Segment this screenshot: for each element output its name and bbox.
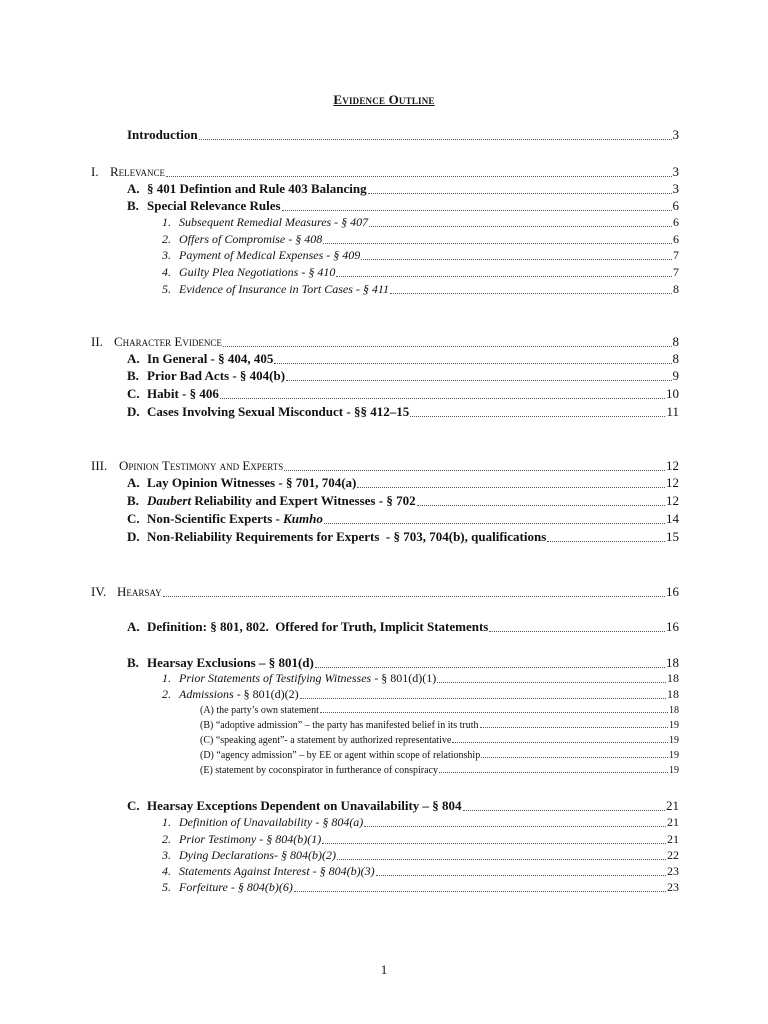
toc-page: 7 [673, 265, 679, 279]
toc-page: 6 [672, 198, 679, 213]
toc-leader [166, 176, 671, 177]
toc-label: (A) the party’s own statement [200, 705, 319, 716]
toc-entry-coconspirator[interactable] [200, 765, 679, 776]
toc-label: Relevance [110, 164, 166, 179]
toc-entry-410[interactable] [162, 265, 679, 280]
toc-number: B. [127, 368, 139, 383]
toc-page: 11 [666, 404, 679, 419]
toc-leader [220, 398, 665, 399]
toc-leader [336, 276, 672, 277]
toc-leader [361, 259, 672, 260]
toc-page: 21 [667, 815, 679, 829]
toc-number: 2. [162, 687, 171, 701]
toc-leader [480, 727, 668, 728]
toc-entry-prior-bad-acts[interactable] [127, 368, 679, 384]
toc-entry-sexual-misconduct[interactable] [127, 404, 679, 420]
toc-label: Hearsay [117, 584, 162, 599]
toc-page: 19 [669, 765, 679, 776]
toc-number: 1. [162, 215, 171, 229]
toc-leader [324, 523, 665, 524]
toc-page: 15 [666, 529, 679, 544]
toc-page: 6 [673, 232, 679, 246]
toc-page: 7 [673, 248, 679, 262]
toc-number: IV. [91, 584, 107, 599]
toc-page: 8 [673, 282, 679, 296]
toc-number: 5. [162, 282, 171, 296]
toc-number: C. [127, 386, 140, 401]
toc-page: 12 [666, 493, 679, 508]
toc-entry-804b2[interactable] [162, 848, 679, 863]
toc-entry-in-general[interactable] [127, 351, 679, 367]
toc-entry-kumho[interactable] [127, 511, 679, 527]
toc-entry-agency-admission[interactable] [200, 750, 679, 761]
toc-label: Forfeiture - § 804(b)(6) [179, 880, 293, 894]
toc-page: 18 [669, 705, 679, 716]
toc-leader [274, 363, 671, 364]
toc-page: 19 [669, 735, 679, 746]
toc-page: 23 [667, 880, 679, 894]
toc-page: 16 [666, 619, 679, 634]
toc-number: B. [127, 655, 139, 670]
toc-label-italic: Daubert [147, 493, 192, 508]
toc-label: § 401 Defintion and Rule 403 Balancing [147, 181, 367, 196]
toc-page: 12 [666, 475, 679, 490]
toc-number: 4. [162, 864, 171, 878]
toc-entry-hearsay[interactable] [91, 584, 679, 600]
toc-label: Cases Involving Sexual Misconduct - §§ 412–15 [147, 404, 410, 419]
toc-leader [199, 139, 672, 140]
toc-entry-804b1[interactable] [162, 832, 679, 847]
toc-number: 1. [162, 815, 171, 829]
toc-leader [320, 712, 668, 713]
toc-number: A. [127, 351, 140, 366]
toc-label: Opinion Testimony and Experts [119, 458, 284, 473]
toc-page: 19 [669, 720, 679, 731]
toc-label: Guilty Plea Negotiations - § 410 [179, 265, 336, 279]
toc-page: 21 [666, 798, 679, 813]
toc-number: A. [127, 619, 140, 634]
toc-entry-408[interactable] [162, 232, 679, 247]
toc-label: Subsequent Remedial Measures - § 407 [179, 215, 369, 229]
toc-number: D. [127, 404, 140, 419]
toc-entry-habit[interactable] [127, 386, 679, 402]
toc-entry-introduction[interactable] [127, 127, 679, 143]
toc-page: 3 [672, 127, 679, 142]
toc-leader [282, 210, 672, 211]
toc-label-plain: - § 801(d)(2) [233, 687, 299, 701]
toc-number: B. [127, 493, 139, 508]
toc-entry-hearsay-exclusions[interactable] [127, 655, 679, 671]
toc-leader [163, 596, 665, 597]
toc-number: C. [127, 798, 140, 813]
toc-label: Hearsay Exceptions Dependent on Unavailability – § 804 [147, 798, 462, 813]
toc-label-plain: - § 801(d)(1) [371, 671, 437, 685]
toc-entry-speaking-agent[interactable] [200, 735, 679, 746]
toc-page: 9 [672, 368, 679, 383]
toc-leader [322, 843, 666, 844]
toc-entry-relevance[interactable] [91, 164, 679, 180]
toc-page: 18 [666, 655, 679, 670]
toc-page: 6 [673, 215, 679, 229]
toc-leader [410, 416, 665, 417]
toc-label: In General - § 404, 405 [147, 351, 274, 366]
toc-leader [547, 541, 665, 542]
toc-page: 14 [666, 511, 679, 526]
toc-entry-definition-801[interactable] [127, 619, 679, 635]
document-title: Evidence Outline [333, 92, 435, 107]
toc-label: Non-Reliability Requirements for Experts - § 703, 704(b), qualifications [147, 529, 547, 544]
toc-number: III. [91, 458, 108, 473]
toc-leader [452, 742, 668, 743]
toc-label: Hearsay Exclusions – § 801(d) [147, 655, 314, 670]
toc-entry-party-statement[interactable] [200, 705, 679, 716]
toc-entry-lay-opinion[interactable] [127, 475, 679, 491]
toc-leader [417, 505, 665, 506]
toc-leader [337, 859, 666, 860]
toc-page: 8 [672, 351, 679, 366]
toc-leader [284, 470, 665, 471]
toc-entry-adoptive-admission[interactable] [200, 720, 679, 731]
toc-number: 2. [162, 232, 171, 246]
toc-number: 2. [162, 832, 171, 846]
toc-entry-admissions[interactable] [162, 687, 679, 702]
toc-entry-804b3[interactable] [162, 864, 679, 879]
toc-label: Special Relevance Rules [147, 198, 281, 213]
toc-page: 19 [669, 750, 679, 761]
toc-entry-non-reliability[interactable] [127, 529, 679, 545]
toc-leader [357, 487, 665, 488]
toc-leader [481, 757, 668, 758]
toc-page: 18 [667, 687, 679, 701]
toc-leader [439, 772, 668, 773]
toc-leader [390, 293, 672, 294]
toc-page: 16 [666, 584, 679, 599]
toc-label: Definition: § 801, 802. Offered for Truth, Implicit Statements [147, 619, 489, 634]
toc-leader [364, 826, 666, 827]
toc-label: Dying Declarations- § 804(b)(2) [179, 848, 336, 862]
toc-leader [294, 891, 666, 892]
toc-page: 8 [672, 334, 679, 349]
toc-label: Lay Opinion Witnesses - § 701, 704(a) [147, 475, 357, 490]
toc-label: Definition of Unavailability - § 804(a) [179, 815, 364, 829]
toc-page: 12 [666, 458, 679, 473]
toc-label: Offers of Compromise - § 408 [179, 232, 323, 246]
toc-label: Reliability and Expert Witnesses - § 702 [191, 493, 416, 508]
toc-label: Prior Bad Acts - § 404(b) [147, 368, 286, 383]
toc-page: 22 [667, 848, 679, 862]
toc-entry-opinion-testimony[interactable] [91, 458, 679, 474]
toc-entry-407[interactable] [162, 215, 679, 230]
toc-label: (E) statement by coconspirator in furtherance of conspiracy [200, 765, 438, 776]
toc-leader [323, 243, 672, 244]
toc-number: D. [127, 529, 140, 544]
toc-entry-special-relevance[interactable] [127, 198, 679, 214]
toc-number: A. [127, 475, 140, 490]
page-number: 1 [380, 962, 388, 977]
toc-leader [437, 682, 666, 683]
toc-entry-daubert[interactable] [127, 493, 679, 509]
toc-page: 3 [672, 181, 679, 196]
toc-label: (C) “speaking agent”- a statement by authorized representative [200, 735, 452, 746]
toc-page: 21 [667, 832, 679, 846]
toc-number: I. [91, 164, 99, 179]
toc-label-italic: Kumho [283, 511, 323, 526]
toc-label: Payment of Medical Expenses - § 409 [179, 248, 361, 262]
toc-leader [369, 226, 672, 227]
toc-leader [315, 667, 665, 668]
toc-page: 23 [667, 864, 679, 878]
toc-label: (B) “adoptive admission” – the party has manifested belief in its truth [200, 720, 479, 731]
toc-entry-character-evidence[interactable] [91, 334, 679, 350]
toc-label: Character Evidence [114, 334, 222, 349]
toc-leader [376, 875, 666, 876]
toc-entry-409[interactable] [162, 248, 679, 263]
toc-number: 3. [162, 848, 171, 862]
toc-page: 10 [666, 386, 679, 401]
toc-leader [300, 698, 666, 699]
toc-label: (D) “agency admission” – by EE or agent within scope of relationship [200, 750, 481, 761]
toc-label: Admissions [179, 687, 234, 701]
toc-entry-411[interactable] [162, 282, 679, 297]
toc-number: C. [127, 511, 140, 526]
toc-label: Non-Scientific Experts - [147, 511, 284, 526]
toc-page: 3 [672, 164, 679, 179]
toc-number: B. [127, 198, 139, 213]
toc-entry-prior-statements[interactable] [162, 671, 679, 686]
toc-entry-401[interactable] [127, 181, 679, 197]
toc-label: Statements Against Interest - § 804(b)(3) [179, 864, 375, 878]
toc-label: Habit - § 406 [147, 386, 219, 401]
toc-page: 18 [667, 671, 679, 685]
toc-number: A. [127, 181, 140, 196]
toc-entry-804a[interactable] [162, 815, 679, 830]
toc-leader [223, 346, 672, 347]
toc-leader [463, 810, 665, 811]
toc-number: 1. [162, 671, 171, 685]
toc-label: Introduction [127, 127, 198, 142]
toc-leader [489, 631, 665, 632]
toc-number: 4. [162, 265, 171, 279]
toc-entry-804b6[interactable] [162, 880, 679, 895]
toc-entry-unavailability-exceptions[interactable] [127, 798, 679, 814]
toc-leader [286, 380, 671, 381]
toc-number: 5. [162, 880, 171, 894]
toc-number: II. [91, 334, 103, 349]
toc-label: Prior Testimony - § 804(b)(1) [179, 832, 322, 846]
toc-label: Evidence of Insurance in Tort Cases - § 411 [179, 282, 389, 296]
toc-number: 3. [162, 248, 171, 262]
toc-leader [368, 193, 672, 194]
toc-label: Prior Statements of Testifying Witnesses [179, 671, 372, 685]
